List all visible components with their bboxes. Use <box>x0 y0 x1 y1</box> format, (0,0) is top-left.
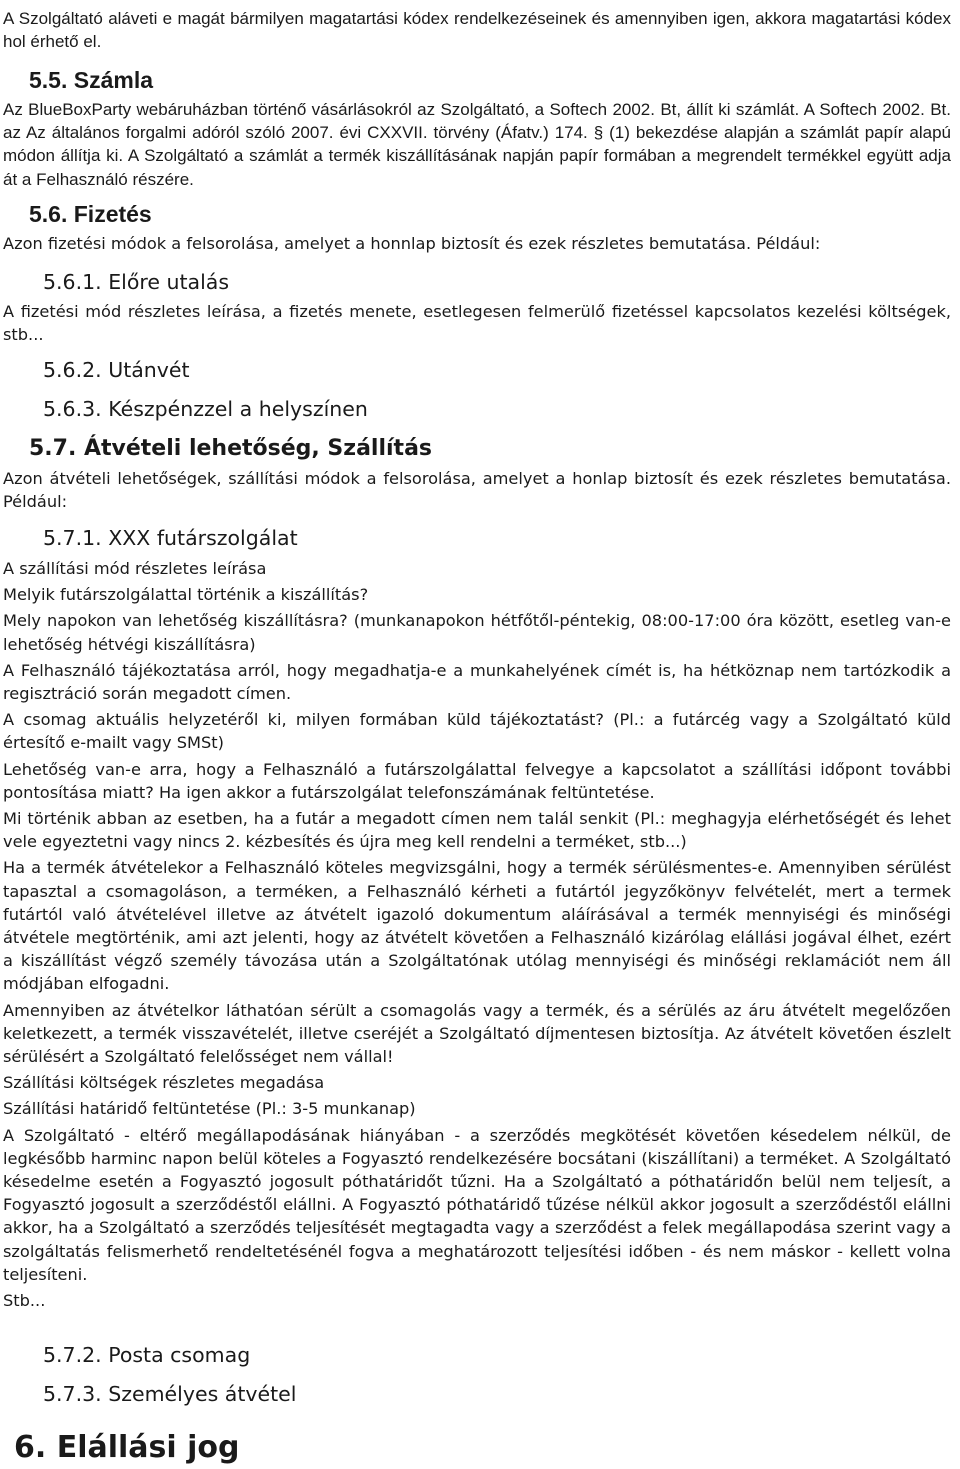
courier-paragraph: Stb... <box>3 1291 46 1311</box>
courier-paragraph: A csomag aktuális helyzetéről ki, milyen formában küld tájékoztatást? (Pl.: a futárcég vagy a Szolgáltató küld értesítő e-mailt vagy SMSt) <box>3 710 951 753</box>
section-5-7-2-heading: 5.7.2. Posta csomag <box>43 1343 251 1367</box>
courier-paragraph: A szállítási mód részletes leírása <box>3 559 267 578</box>
courier-paragraph: Mely napokon van lehetőség kiszállításra? (munkanapokon hétfőtől-péntekig, 08:00-17:00 óra között, esetleg van-e lehetőség hétvégi kiszállításra) <box>3 611 951 654</box>
invoice-paragraph: Az BlueBoxParty webáruházban történő vásárlásokról az Szolgáltató, a Softech 2002. Bt, állít ki számlát. A Softech 2002. Bt. az Az általános forgalmi adóról szóló 2007. évi CXXVII. törvény (Áfatv.) 174. § (1) bekezdése alapján a számlát papír alapú módon állítja ki. A Szolgáltató a számlát a termék kiszállításának napján papír formában a megrendelt termékkel együtt adja át a Felhasználó részére. <box>3 100 951 189</box>
section-5-6-body <box>0 232 954 255</box>
section-5-7-body <box>0 467 954 513</box>
courier-paragraph: A Felhasználó tájékoztatása arról, hogy megadhatja-e a munkahelyének címét is, ha hétköznap nem tartózkodik a regisztráció során megadott címen. <box>3 660 951 704</box>
section-5-7-3-heading: 5.7.3. Személyes átvétel <box>43 1382 297 1406</box>
courier-paragraph: Szállítási határidő feltüntetése (Pl.: 3-5 munkanap) <box>3 1099 416 1119</box>
section-6-heading: 6. Elállási jog <box>14 1430 240 1465</box>
intro-section <box>0 7 954 53</box>
section-5-7-heading: 5.7. Átvételi lehetőség, Szállítás <box>29 436 433 461</box>
courier-details <box>0 557 954 1315</box>
section-5-6-1-heading: 5.6.1. Előre utalás <box>43 270 230 294</box>
courier-paragraph: Ha a termék átvételekor a Felhasználó köteles megvizsgálni, hogy a termék sérülésmentes-e. Amennyiben sérülést tapasztal a csomagoláson, a terméken, a Felhasználó kérheti a futártól jegyzőkönyv felvételét, mert a termek futártól való átvételével illetve az átvételt igazoló dokumentum aláírásával a termék mennyiségi és minőségi átvétele megtörténik, ami azt jelenti, hogy az átvételt követően a Felhasználó kizárólag elállási jogával élhet, ezért a kiszállítást végző személy távozása után a Szolgáltatónak utólag mennyiségi és minőségi reklamációt nem áll módjában elfogadni. <box>3 858 951 994</box>
courier-paragraph: Lehetőség van-e arra, hogy a Felhasználó a futárszolgálattal felvegye a kapcsolatot a szállítási időpont további pontosítása miatt? Ha igen akkor a futárszolgálat telefonszámának feltüntetése. <box>3 759 951 802</box>
courier-paragraph: Szállítási költségek részletes megadása <box>3 1073 325 1093</box>
courier-paragraph: Melyik futárszolgálattal történik a kiszállítás? <box>3 585 369 605</box>
payment-intro-paragraph: Azon fizetési módok a felsorolása, amelyet a honnlap biztosít és ezek részletes bemutatása. Például: <box>3 234 821 253</box>
section-5-6-heading: 5.6. Fizetés <box>29 201 152 227</box>
prepayment-paragraph: A fizetési mód részletes leírása, a fizetés menete, esetlegesen felmerülő fizetéssel kapcsolatos kezelési költségek, stb... <box>3 302 951 345</box>
courier-paragraph: Mi történik abban az esetben, ha a futár a megadott címen nem talál senkit (Pl.: meghagyja elérhetőségét és lehet vele egyeztetni vagy nincs 2. kézbesítés és újra meg kell rendelni a terméket, stb...) <box>3 809 951 852</box>
section-5-7-1-heading: 5.7.1. XXX futárszolgálat <box>43 526 298 550</box>
courier-paragraph: Amennyiben az átvételkor láthatóan sérült a csomagolás vagy a termék, és a sérülés az áru átvételt megelőzően keletkezett, a termék visszavételét, illetve cseréjét a Szolgáltató díjmentesen biztosítja. Az átvételt követően észlelt sérülésért a Szolgáltató felelősséget nem vállal! <box>3 1000 951 1067</box>
intro-paragraph: A Szolgáltató aláveti e magát bármilyen magatartási kódex rendelkezéseinek és amennyiben igen, akkora magatartási kódex hol érhető el. <box>3 9 951 52</box>
section-5-6-1-body <box>0 300 954 346</box>
section-5-6-3-heading: 5.6.3. Készpénzzel a helyszínen <box>43 397 368 421</box>
section-5-5-body <box>0 98 954 191</box>
section-5-5-heading: 5.5. Számla <box>29 67 154 93</box>
courier-paragraph: A Szolgáltató - eltérő megállapodásának hiányában - a szerződés megkötését követően késedelem nélkül, de legkésőbb harminc napon belül köteles a Fogyasztó rendelkezésére bocsátani (kiszállítani) a terméket. A Szolgáltató késedelme esetén a Fogyasztó jogosult póthatáridőt tűzni. Ha a Szolgáltató a póthatáridőn belül nem teljesít, a Fogyasztó jogosult a szerződéstől elállni. A Fogyasztó póthatáridő tűzése nélkül akkor jogosult a szerződéstől elállni akkor, ha a Szolgáltató a szerződés teljesítését megtagadta vagy a szerződést a felek megállapodása szerint vagy a szolgáltatás felismerhető rendeltetésénél fogva a meghatározott teljesítési időben - és nem máskor - kellett volna teljesíteni. <box>3 1125 951 1284</box>
section-5-6-2-heading: 5.6.2. Utánvét <box>43 358 190 382</box>
delivery-intro-paragraph: Azon átvételi lehetőségek, szállítási módok a felsorolása, amelyet a honlap biztosít és ezek részletes bemutatása. Például: <box>3 469 951 512</box>
